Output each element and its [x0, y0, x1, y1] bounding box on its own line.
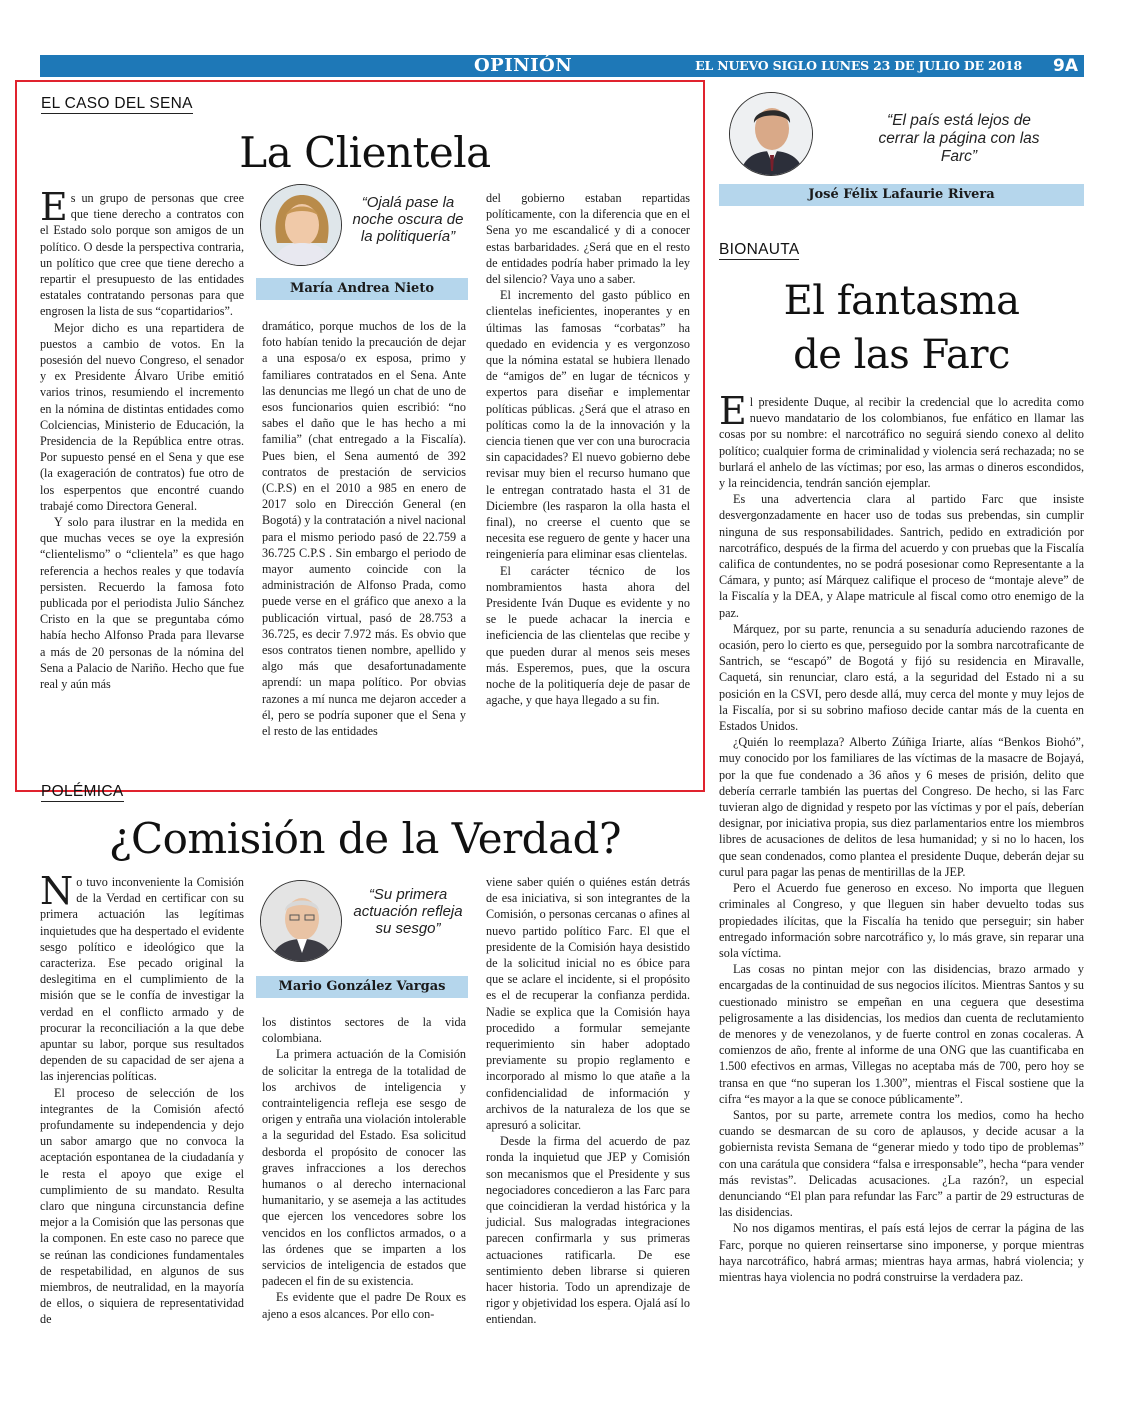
paragraph: El proceso de selección de los integrantes de la Comisión afectó profundamente su independencia y dejo un sabor amargo que no convoca la aceptación espontanea de la ciudadanía y le resta el apoyo que exige el cumplimiento de su mandato. Resulta claro que ninguna circunstancia define mejor a la Comisión que las personas que la componen. En este caso no parece que se reúnan las condiciones fundamentales de respetabilidad, en algunos de sus miembros, de neutralidad, en la mayoría de ellos, o siquiera de representatividad de: [40, 1085, 244, 1327]
article2-title: ¿Comisión de la Verdad?: [108, 814, 622, 863]
author-photo: [729, 92, 813, 176]
article1-col3: [486, 190, 690, 709]
paragraph: dramático, porque muchos de los de la foto habían tenido la precaución de dejar a una esposa/o ex esposa, primo y familiares contratados en el Sena. Ante las denuncias me llegó un chat de uno de esos funcionarios quien escribió: “no sabes el daño que le has hecho a mi familia” (chat entregado a la Fiscalía). Pues bien, el Sena aumentó de 392 contratos de prestación de servicios (C.P.S) en el 2010 a 985 en enero de 2017 solo en Dirección General (en Bogotá) y la contratación a nivel nacional para el mismo periodo pasó de 22.759 a 36.725 C.P.S . Sin embargo el periodo de mayor aumento coincide con la administración de Alfonso Prada, como puede verse en el gráfico que anexo a la publicación virtual, pasó de 28.753 a 36.725, es decir 7.972 más. Es obvio que esos contratos tienen nombre, apellido y algo más que desafortunadamente aprendí: un mapa político. Por obvias razones a mí nunca me dejaron acceder a él, pero se podría suponer que el Sena y el resto de las entidades: [262, 319, 466, 739]
paragraph: ¿Quién lo reemplaza? Alberto Zúñiga Iriarte, alías “Benkos Biohó”, muy conocido por los familiares de las víctimas de la masacre de Bojayá, por la que fue condenado a 36 años y 6 meses de prisión, delito que debería cerrarle también las puertas del Congreso. De hecho, si las Farc tuvieran algo de dignidad y respeto por las víctimas y por el país, deberían designar, por iniciativa propia, sus diez parlamentarios entre los miembros libres de acusaciones de delitos de lesa humanidad; y si no lo hacen, los que sean condenados, como plantea el presidente Duque, deberán dejar su curul para pagar las penas de mentirillas de la JEP.: [719, 735, 1084, 879]
paragraph: l presidente Duque, al recibir la credencial que lo acredita como nuevo mandatario de los colombianos, fue enfático en llamar las cosas por su nombre: el narcotráfico no seguirá siendo conexo al delito político; cualquier forma de criminalidad y violencia será rechazada; no se burlará el anhelo de las víctimas; por eso, las armas o dineros escondidos, y la reincidencia, tendrán sanción ejemplar.: [719, 395, 1084, 491]
title-line: El fantasma: [783, 278, 1020, 324]
article2-col1: [40, 869, 244, 1328]
paper-date-line: EL NUEVO SIGLO LUNES 23 DE JULIO DE 2018: [695, 58, 1022, 73]
paragraph: Las cosas no pintan mejor con las disidencias, brazo armado y encargadas de la continuidad de sus negocios ilícitos. Mientras Santos y su cuestionado ministro se empeñan en una ceguera que desestima peligrosamente a las disidencias, los medios dan cuenta de reclutamiento de menores y de venezolanos, y de fuerte control en zonas cocaleras. A comienzos de año, frente al informe de una ONG que las cuantificaba en 1.500 efectivos en armas, Villegas no aceptaba más de 700, pero hoy se transa en que “no superan los 1.300”, mientras el Fiscal sostiene que la cifra “es mayor a la que se conoce públicamente”.: [719, 962, 1084, 1106]
paragraph: El incremento del gasto público en clientelas ineficientes, inoperantes y en últimas las famosas “corbatas” ha quedado en evidencia y es vergonzoso que la nómina estatal se hubiera llenado de “amigos de” en lugar de técnicos y expertos para diseñar e implementar políticas públicas. ¿Será que el atraso en políticas como la de la innovación y la ciencia tienen que ver con una burocracia sin capacidades? El nuevo gobierno debe revisar muy bien el recurso humano que le entregan contratado hasta el 31 de Diciembre (les rasparon la olla hasta el final), no creerse el cuento que se necesita ese reguero de gente y hacer una reingeniería para eliminar esas clientelas.: [486, 288, 690, 562]
dropcap: E: [40, 185, 68, 229]
dropcap: N: [40, 869, 74, 913]
paragraph: Márquez, por su parte, renuncia a su senaduría aduciendo razones de ocasión, pero lo cierto es que, perseguido por la sombra narcotraficante de Santrich, se “escapó” de Bogotá y fijó su residencia en Miravalle, Caquetá, sin renunciar, claro está, a la seguridad del Estado ni a su posición en la CSVI, pero desde allá, muy cerca del monte y muy lejos de la Fiscalía, por si su sobrino mafioso decide cantar más de la cuenta en Estados Unidos.: [719, 621, 1084, 734]
article1-kicker: EL CASO DEL SENA: [41, 95, 193, 112]
man-portrait-icon: [730, 93, 813, 176]
article2-quote: “Su primera actuación refleja su sesgo”: [353, 886, 463, 937]
paragraph: Santos, por su parte, arremete contra los medios, como ha hecho cuando se desmarcan de su coro de aplausos, y decide acusar a la gobiernista revista Semana de “generar miedo y todo tipo de problemas” con una carátula que considera “falsa e irresponsable”, hecha “para vender más revistas”. Delicadas acusaciones. ¿La razón?, un especial denunciando “El plan para refundar las Farc” a partir de 29 estructuras de las disidencias.: [719, 1107, 1084, 1220]
article1-col1: [40, 185, 244, 692]
article2-quote-box: [256, 880, 468, 998]
author-photo: [260, 880, 342, 962]
article3-quote-box: [719, 86, 1084, 208]
title-line: de las Farc: [793, 332, 1010, 378]
article3-body: [719, 389, 1084, 1285]
paragraph: viene saber quién o quiénes están detrás de esa iniciativa, si son integrantes de la Comisión, o personas cercanas o afines al nuevo partido político Farc. El que el presidente de la Comisión haya desistido de la solicitud inicial no es óbice para que se aclare el incidente, si el propósito es el de recuperar la confianza perdida. Nadie se explica que la Comisión haya procedido a formular semejante requerimiento sin haber adoptado previamente su propio reglamento e incorporado al mismo lo que atañe a la confidencialidad de información y archivos de la naturaleza de los que se apresuró a solicitar.: [486, 875, 690, 1133]
article1-title: La Clientela: [239, 128, 491, 177]
paragraph: La primera actuación de la Comisión de solicitar la entrega de la totalidad de los archivos de inteligencia y contrainteligencia refleja ese sesgo de origen y entraña una violación intolerable a la seguridad del Estado. Esa solicitud desborda el propósito de conocer las graves infracciones a los derechos humanos o al derecho internacional humanitario, y se asemeja a las actitudes que ejercen los vencedores sobre los vencidos en los conflictos armados, o a las órdenes que se imparten a los servicios de inteligencia de estados que padecen el fin de su existencia.: [262, 1047, 466, 1289]
paragraph: Desde la firma del acuerdo de paz ronda la inquietud que JEP y Comisión son mecanismos que el Presidente y sus negociadores concedieron a las Farc para que coincidieran la verdad histórica y la judicial. Sus malogradas integraciones parecen confirmarla y sus primeras actuaciones ratificarla. De ese sentimiento deben librarse si quieren hacer historia. Todo un aprendizaje de rigor y objetividad los espera. Ojalá así lo entiendan.: [486, 1134, 690, 1327]
dropcap: E: [719, 389, 747, 433]
paragraph: Es evidente que el padre De Roux es ajeno a esos alcances. Por ello con-: [262, 1290, 466, 1321]
paragraph: Pero el Acuerdo fue generoso en exceso. No importa que lleguen criminales al Congreso, y que lleguen sin haber devuelto todas sus propiedades ilícitas, que la Fiscalía ha tenido que perseguir; sin haber entregado información sobre narcotráfico y, lo más grave, sin reparar una sola víctima.: [719, 881, 1084, 960]
article2-byline: Mario González Vargas: [256, 976, 468, 998]
paragraph: los distintos sectores de la vida colombiana.: [262, 1015, 466, 1046]
paragraph: Mejor dicho es una repartidera de puestos a cambio de votos. En la posesión del nuevo Congreso, el senador y ex Presidente Álvaro Uribe emitió varios trinos, resumiendo el incremento en la nómina de distintas entidades como Colciencias, Ministerio de Educación, la Presidencia de la República entre otras. Por supuesto pensé en el Sena y que ese (la exageración de contratos) fue otro de los esperpentos que encontré cuando trabajé como Directora General.: [40, 320, 244, 513]
header-right: [40, 55, 1084, 77]
article3-title: [719, 274, 1084, 382]
article3-quote: “El país está lejos de cerrar la página con las Farc”: [878, 112, 1040, 165]
article3-kicker: BIONAUTA: [719, 241, 800, 258]
paragraph: Es una advertencia clara al partido Farc que insiste desvergonzadamente en hacer uso de todas sus prebendas, sin cumplir ninguna de sus responsabilidades. Santrich, pedido en extradición por narcotráfico, después de la firma del acuerdo y con pruebas que la Fiscalía califica de contundentes, no se podrá posesionar como Representante a la Cámara, y punto; así Márquez califique el proceso de “montaje aleve” de la Fiscalía y la DEA, y Alape matricule al fiscal como otro enemigo de la paz.: [719, 492, 1084, 620]
man-portrait-icon: [261, 881, 342, 962]
paragraph: s un grupo de personas que cree que tiene derecho a contratos con el Estado solo porque son amigos de un político. O desde la perspectiva contraria, un político que cree que tiene derecho a repartir el presupuesto de las entidades estatales contratando personas para que engrosen la lista de sus “copartidarios”.: [40, 191, 244, 319]
article1-quote: “Ojalá pase la noche oscura de la politiquería”: [352, 194, 464, 245]
article2-col3: [486, 874, 690, 1328]
article2-kicker: POLÉMICA: [41, 783, 124, 800]
author-photo: [260, 184, 342, 266]
woman-portrait-icon: [261, 185, 342, 266]
section-name: OPINIÓN: [474, 55, 573, 76]
paragraph: No nos digamos mentiras, el país está lejos de cerrar la página de las Farc, porque no quieren reinsertarse sino imponerse, y porque mientras haya narcotráfico, habrá armas; mientras haya armas, habrá violencia; y mientras haya violencia no podrá construirse la verdadera paz.: [719, 1221, 1084, 1284]
article1-quote-box: [256, 184, 468, 302]
article1-byline: María Andrea Nieto: [256, 278, 468, 300]
article1-col2: [262, 318, 466, 739]
paragraph: del gobierno estaban repartidas políticamente, con la diferencia que en el Sena yo me escandalicé y di a conocer estas barbaridades. ¿Será que en el resto de entidades podría haber primado la ley del silencio? Vaya uno a saber.: [486, 191, 690, 287]
page-number: 9A: [1053, 56, 1078, 76]
paragraph: o tuvo inconveniente la Comisión de la Verdad en certificar con su primera actuación las legítimas inquietudes que ha despertado el evidente sesgo político e ideológico que la caracteriza. Ese pecado original la deslegitima en el cumplimiento de la misión que se le confía de investigar la verdad en el conflicto armado y de procurar la reconciliación a la que debe apuntar su labor, porque sus resultados dependen de su capacidad de ser ajena a las injerencias políticas.: [40, 875, 244, 1084]
article2-col2: [262, 1014, 466, 1322]
article3-byline: José Félix Lafaurie Rivera: [719, 184, 1084, 206]
paragraph: Y solo para ilustrar en la medida en que muchas veces se oye la expresión “clientelismo” o “clientela” es que hago referencia a hechos reales y que todavía persisten. Recuerdo la famosa foto publicada por el periodista Julio Sánchez Cristo en la que se preguntaba cómo había hecho Alfonso Prada para llevarse a más de 20 personas de la nómina del Sena a Palacio de Nariño. Hecho que fue real y aún más: [40, 515, 244, 692]
paragraph: El carácter técnico de los nombramientos hasta ahora del Presidente Iván Duque es evidente y no se le puede achacar la inercia e ineficiencia de las clientelas que recibe y que pueden durar al menos seis meses más. Esperemos, pues, que la oscura noche de la politiquería deje de pasar de agache, y que haya llegado a su fin.: [486, 563, 690, 708]
